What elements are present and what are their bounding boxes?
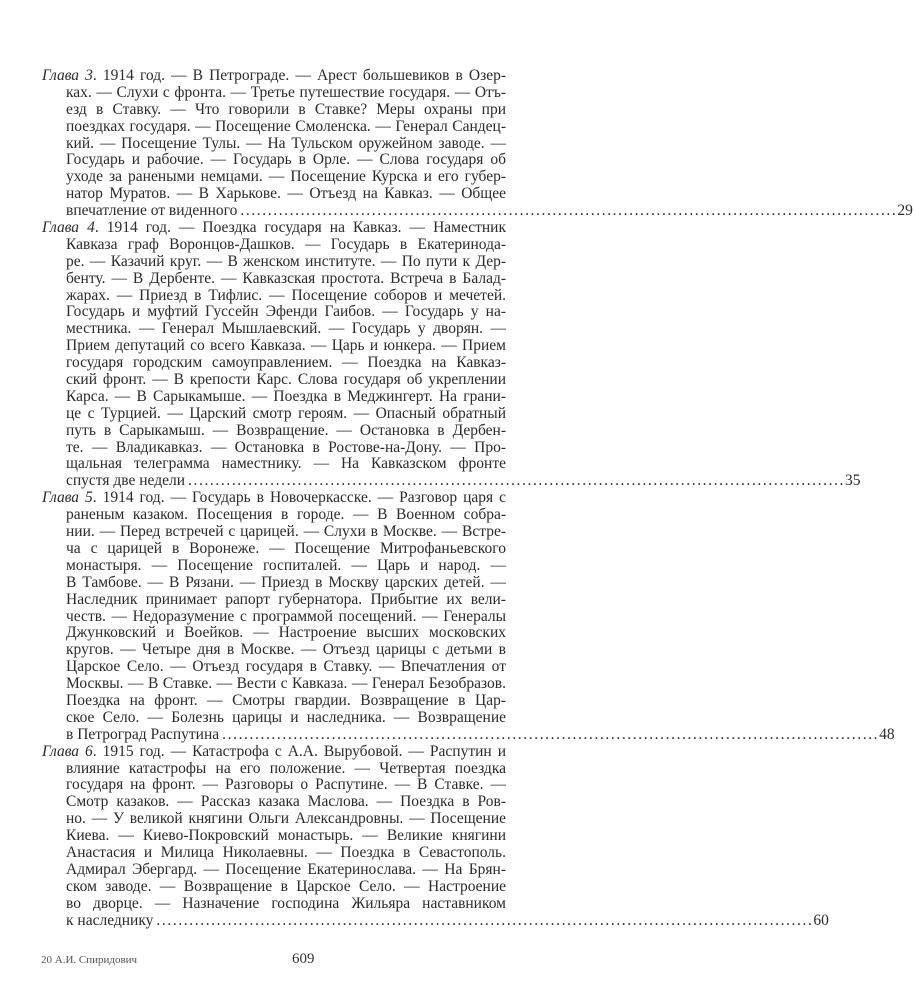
toc-line-text bbox=[66, 203, 237, 220]
toc-line-text bbox=[66, 793, 506, 810]
toc-line bbox=[66, 862, 506, 879]
toc-line bbox=[66, 271, 506, 288]
toc-line-text bbox=[66, 303, 506, 320]
chapter-text: жарах. — Приезд в Тифлис. — Посещение соборов и мечетей. bbox=[66, 286, 506, 304]
toc-line bbox=[66, 152, 506, 169]
chapter-text: Царское Село. — Отъезд государя в Ставку. — Впечатления от bbox=[66, 658, 506, 676]
toc-line-text bbox=[66, 473, 185, 490]
chapter-text: Джунковский и Воейков. — Настроение высших московских bbox=[66, 624, 506, 642]
chapter-text: Москвы. — В Ставке. — Вести с Кавказа. — Генерал Безобразов. bbox=[66, 675, 506, 693]
chapter-text: государя городским самоуправлением. — Поездка на Кавказ- bbox=[66, 354, 506, 372]
chapter-text: Адмирал Эбергард. — Посещение Екатеринослава. — На Брян- bbox=[66, 860, 506, 878]
chapter-text: ре. — Казачий круг. — В женском институте. — По пути к Дер- bbox=[66, 252, 506, 270]
toc-line-text bbox=[42, 67, 506, 84]
chapter-text: кий. — Посещение Тулы. — На Тульском оружейном заводе. — bbox=[66, 134, 506, 152]
chapter-text: Государь и муфтий Гуссейн Эфенди Гаибов. — Государь у на- bbox=[66, 303, 506, 321]
toc-line-text bbox=[66, 895, 506, 912]
toc-line-text bbox=[66, 675, 506, 692]
toc-line bbox=[66, 625, 506, 642]
toc-line-text bbox=[66, 168, 506, 185]
toc-line bbox=[66, 304, 506, 321]
toc-line bbox=[42, 490, 506, 507]
chapter-text: Поездка на фронт. — Смотры гвардии. Возвращение в Цар- bbox=[66, 691, 506, 709]
toc-line bbox=[66, 85, 506, 102]
toc-line-text bbox=[66, 118, 506, 135]
toc-line-text bbox=[66, 608, 506, 625]
chapter-text: В Тамбове. — В Рязани. — Приезд в Москву царских детей. — bbox=[66, 573, 506, 591]
chapter-text: Анастасия и Милица Николаевны. — Поездка в Севастополь. bbox=[66, 843, 506, 861]
toc-line bbox=[66, 136, 506, 153]
chapter-text: поездках государя. — Посещение Смоленска. — Генерал Сандец- bbox=[66, 117, 506, 135]
toc-line bbox=[66, 710, 506, 727]
chapter-text: но. — У великой княгини Ольги Александровны. — Посещение bbox=[66, 810, 506, 828]
page-number: 609 bbox=[292, 951, 315, 967]
toc-line-text bbox=[66, 388, 506, 405]
toc-line bbox=[66, 828, 506, 845]
toc-line-text bbox=[66, 878, 506, 895]
chapter-text: ское Село. — Болезнь царицы и наследника. — Возвращение bbox=[66, 708, 506, 726]
dot-leader: ........................................................................................................................ bbox=[222, 725, 880, 743]
toc-line-text bbox=[66, 151, 506, 168]
toc-line-text bbox=[66, 455, 506, 472]
toc-line bbox=[66, 761, 506, 778]
toc-line bbox=[66, 423, 506, 440]
toc-line bbox=[66, 406, 506, 423]
toc-line bbox=[66, 777, 506, 794]
toc-line-text bbox=[66, 506, 506, 523]
toc-line bbox=[66, 472, 861, 490]
toc-line bbox=[66, 237, 506, 254]
chapter-page-number: 35 bbox=[845, 472, 861, 490]
chapter-text: . 1914 год. — Государь в Новочеркасске. — Разговор царя с bbox=[92, 489, 506, 507]
toc-line-text bbox=[66, 692, 506, 709]
chapter-text: щальная телеграмма наместнику. — На Кавказском фронте bbox=[66, 455, 506, 473]
toc-line-text bbox=[66, 557, 506, 574]
chapter-text: езд в Ставку. — Что говорили в Ставке? Меры охраны при bbox=[66, 100, 506, 118]
toc-line-text bbox=[42, 743, 506, 760]
toc-line bbox=[66, 202, 913, 220]
chapter-text: те. — Владикавказ. — Остановка в Ростове-на-Дону. — Про- bbox=[66, 438, 506, 456]
toc-line bbox=[66, 456, 506, 473]
toc-line bbox=[66, 609, 506, 626]
toc-line-text bbox=[66, 439, 506, 456]
chapter-page-number: 48 bbox=[879, 725, 895, 743]
toc-line bbox=[42, 68, 506, 85]
toc-line-text bbox=[66, 270, 506, 287]
chapter-text: Прием депутаций со всего Кавказа. — Царь и юнкера. — Прием bbox=[66, 337, 506, 355]
toc-line-text bbox=[66, 776, 506, 793]
toc-line bbox=[66, 389, 506, 406]
toc-line-text bbox=[66, 810, 506, 827]
chapter-text: . 1914 год. — Поездка государя на Кавказ. — Наместник bbox=[94, 219, 507, 237]
toc-line bbox=[66, 321, 506, 338]
toc-line bbox=[66, 524, 506, 541]
toc-line-text bbox=[66, 84, 506, 101]
chapter-text: Наследник принимает рапорт губернатора. Прибытие их вели- bbox=[66, 590, 506, 608]
chapter-text: монастыря. — Посещение госпиталей. — Царь и народ. — bbox=[66, 556, 506, 574]
toc-line-text bbox=[66, 253, 506, 270]
toc-line-text bbox=[66, 591, 506, 608]
table-of-contents bbox=[42, 67, 913, 929]
chapter-text: местника. — Генерал Мышлаевский. — Государь у дворян. — bbox=[66, 320, 506, 338]
chapter-text: государя на фронт. — Разговоры о Распутине. — В Ставке. — bbox=[66, 776, 506, 794]
chapter-text: Государь и рабочие. — Государь в Орле. — Слова государя об bbox=[66, 151, 506, 169]
toc-line bbox=[42, 220, 506, 237]
chapter-text: ча с царицей в Воронеже. — Посещение Митрофаньевского bbox=[66, 539, 506, 557]
toc-entry bbox=[42, 219, 861, 490]
toc-line bbox=[66, 558, 506, 575]
toc-line-text bbox=[66, 236, 506, 253]
chapter-text: Киева. — Киево-Покровский монастырь. — Великие княгини bbox=[66, 827, 506, 845]
toc-line-text bbox=[66, 337, 506, 354]
chapter-label: Глава 6 bbox=[42, 742, 93, 760]
toc-line-text bbox=[66, 354, 506, 371]
chapter-page-number: 60 bbox=[813, 911, 829, 929]
chapter-text: ский фронт. — В крепости Карс. Слова государя об укреплении bbox=[66, 371, 506, 389]
toc-line bbox=[66, 355, 506, 372]
toc-entry bbox=[42, 67, 913, 220]
chapter-text: натор Муратов. — В Харькове. — Отъезд на Кавказ. — Общее bbox=[66, 185, 506, 203]
chapter-text: це с Турцией. — Царский смотр героям. — Опасный обратный bbox=[66, 404, 506, 422]
toc-entry bbox=[42, 489, 895, 743]
chapter-text: уходе за ранеными немцами. — Посещение Курска и его губер- bbox=[66, 168, 506, 186]
toc-line-text bbox=[66, 371, 506, 388]
chapter-text: в Петроград Распутина bbox=[66, 725, 220, 743]
chapter-text: . 1915 год. — Катастрофа с А.А. Вырубовой. — Распутин и bbox=[92, 742, 506, 760]
toc-line-text bbox=[66, 405, 506, 422]
chapter-text: . 1914 год. — В Петрограде. — Арест большевиков в Озер- bbox=[92, 67, 506, 84]
chapter-text: Карса. — В Сарыкамыше. — Поездка в Меджингерт. На грани- bbox=[66, 387, 506, 405]
toc-line bbox=[66, 102, 506, 119]
chapter-text: кругов. — Четыре дня в Москве. — Отъезд царицы с детьми в bbox=[66, 641, 506, 659]
toc-line bbox=[66, 845, 506, 862]
dot-leader: ........................................................................................................................ bbox=[156, 911, 814, 929]
toc-line-text bbox=[66, 760, 506, 777]
toc-line bbox=[66, 169, 506, 186]
toc-line bbox=[66, 911, 829, 930]
toc-line-text bbox=[66, 135, 506, 152]
chapter-text: впечатление от виденного bbox=[66, 202, 238, 220]
toc-line bbox=[66, 507, 506, 524]
chapter-label: Глава 3 bbox=[42, 67, 93, 84]
toc-line-text bbox=[66, 624, 506, 641]
chapter-text: ках. — Слухи с фронта. — Третье путешествие государя. — Отъ- bbox=[66, 83, 506, 101]
toc-line-text bbox=[66, 422, 506, 439]
chapter-label: Глава 4 bbox=[42, 219, 95, 237]
toc-line-text bbox=[66, 320, 506, 337]
toc-line-text bbox=[42, 489, 506, 506]
toc-line-text bbox=[66, 727, 219, 744]
toc-line bbox=[66, 642, 506, 659]
toc-line-text bbox=[66, 827, 506, 844]
toc-line bbox=[66, 659, 506, 676]
chapter-text: во дворце. — Назначение господина Жильяра наставником bbox=[66, 894, 506, 912]
toc-line-text bbox=[66, 641, 506, 658]
toc-line bbox=[42, 744, 506, 761]
toc-line bbox=[66, 440, 506, 457]
dot-leader: ........................................................................................................................ bbox=[240, 202, 898, 220]
toc-line-text bbox=[42, 219, 506, 236]
chapter-text: честв. — Недоразумение с программой посещений. — Генералы bbox=[66, 607, 506, 625]
toc-line bbox=[66, 879, 506, 896]
toc-line bbox=[66, 794, 506, 811]
toc-line-text bbox=[66, 523, 506, 540]
toc-line-text bbox=[66, 574, 506, 591]
chapter-text: бенту. — В Дербенте. — Кавказская простота. Встреча в Балад- bbox=[66, 269, 506, 287]
chapter-text: нии. — Перед встречей с царицей. — Слухи в Москве. — Встре- bbox=[66, 523, 506, 541]
toc-line bbox=[66, 811, 506, 828]
chapter-text: влияние катастрофы на его положение. — Четвертая поездка bbox=[66, 759, 506, 777]
toc-line bbox=[66, 575, 506, 592]
chapter-text: Кавказа граф Воронцов-Дашков. — Государь в Екатеринода- bbox=[66, 235, 506, 253]
toc-entry bbox=[42, 742, 829, 930]
toc-line-text bbox=[66, 861, 506, 878]
toc-line-text bbox=[66, 913, 153, 930]
toc-line-text bbox=[66, 844, 506, 861]
toc-line bbox=[66, 725, 895, 744]
toc-line bbox=[66, 119, 506, 136]
toc-line bbox=[66, 254, 506, 271]
chapter-label: Глава 5 bbox=[42, 489, 93, 507]
toc-line bbox=[66, 541, 506, 558]
dot-leader: ........................................................................................................................ bbox=[188, 472, 846, 490]
toc-line bbox=[66, 592, 506, 609]
chapter-page-number: 29 bbox=[897, 202, 913, 220]
chapter-text: раненым казаком. Посещения в городе. — В Военном собра- bbox=[66, 506, 506, 524]
toc-line bbox=[66, 693, 506, 710]
chapter-text: Смотр казаков. — Рассказ казака Маслова. — Поездка в Ров- bbox=[66, 793, 506, 811]
chapter-text: путь в Сарыкамыш. — Возвращение. — Остановка в Дербен- bbox=[66, 421, 506, 439]
chapter-text: спустя две недели bbox=[66, 472, 186, 490]
toc-line-text bbox=[66, 540, 506, 557]
toc-line bbox=[66, 372, 506, 389]
chapter-text: ском заводе. — Возвращение в Царское Село. — Настроение bbox=[66, 877, 506, 895]
toc-line-text bbox=[66, 185, 506, 202]
toc-line bbox=[66, 186, 506, 203]
toc-line bbox=[66, 896, 506, 913]
chapter-text: к наследнику bbox=[66, 911, 154, 929]
toc-line-text bbox=[66, 287, 506, 304]
toc-line-text bbox=[66, 709, 506, 726]
toc-line-text bbox=[66, 658, 506, 675]
toc-line bbox=[66, 338, 506, 355]
toc-line bbox=[66, 288, 506, 305]
printer-signature: 20 А.И. Спиридович bbox=[41, 954, 138, 966]
toc-line-text bbox=[66, 101, 506, 118]
toc-line bbox=[66, 676, 506, 693]
